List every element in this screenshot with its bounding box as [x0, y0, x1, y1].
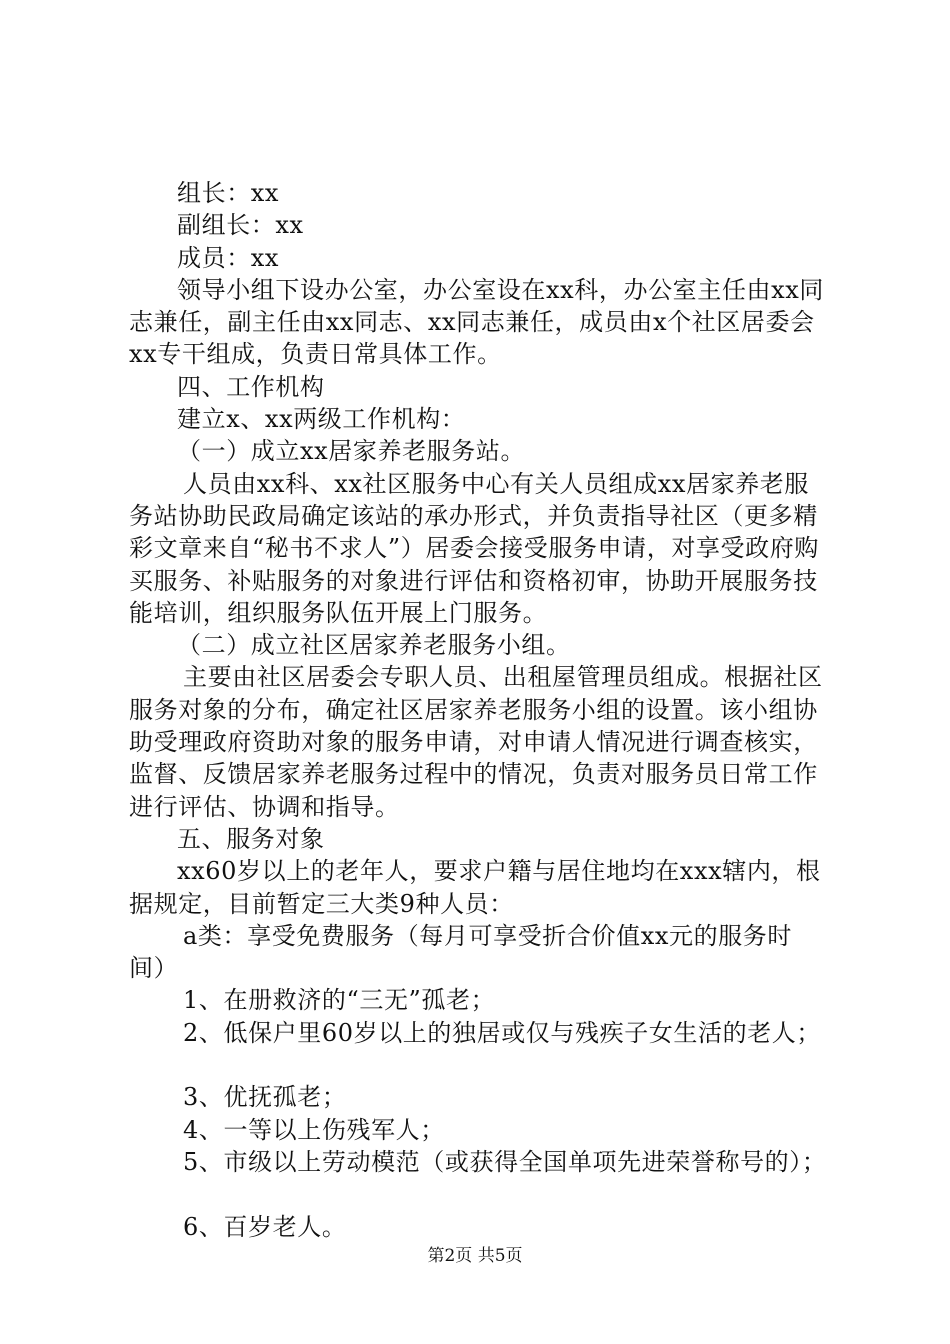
list-item: 1、在册救济的“三无”孤老；: [183, 986, 496, 1015]
list-item: 6、百岁老人。: [183, 1212, 347, 1241]
list-item: 3、优抚孤老；: [183, 1083, 347, 1112]
category-a-paragraph: a类：享受免费服务（每月可享受折合价值xx元的服务时间）: [129, 921, 792, 983]
office-paragraph: 领导小组下设办公室，办公室设在xx科，办公室主任由xx同志兼任，副主任由xx同志、xx同志兼任，成员由x个社区居委会xx专干组成，负责日常具体工作。: [129, 275, 824, 369]
blank-line: [129, 1178, 829, 1210]
deputy-leader-line: 副组长：xx: [177, 211, 304, 240]
subsection-heading-group: （二）成立社区居家养老服务小组。: [177, 631, 571, 660]
list-item: 2、低保户里60岁以上的独居或仅与残疾子女生活的老人；: [183, 1018, 822, 1047]
page-footer: [0, 1245, 950, 1267]
subsection-heading-station: （一）成立xx居家养老服务站。: [177, 437, 526, 466]
station-paragraph: 人员由xx科、xx社区服务中心有关人员组成xx居家养老服务站协助民政局确定该站的承办形式，并负责指导社区（更多精彩文章来自“秘书不求人”）居委会接受服务申请，对享受政府购买服务、补贴服务的对象进行评估和资格初审，协助开展服务技能培训，组织服务队伍开展上门服务。: [129, 469, 819, 627]
section-heading-service-targets: 五、服务对象: [177, 824, 325, 853]
structure-intro: 建立x、xx两级工作机构：: [177, 405, 466, 434]
targets-paragraph: xx60岁以上的老年人，要求户籍与居住地均在xxx辖内，根据规定，目前暂定三大类9种人员：: [129, 857, 821, 918]
leader-line: 组长：xx: [177, 179, 280, 207]
section-heading-work-structure: 四、工作机构: [177, 372, 325, 401]
list-item: 4、一等以上伤残军人；: [183, 1115, 445, 1144]
document-body: [129, 177, 829, 1243]
members-line: 成员：xx: [177, 243, 280, 272]
list-item: 5、市级以上劳动模范（或获得全国单项先进荣誉称号的）；: [183, 1147, 827, 1176]
group-paragraph: 主要由社区居委会专职人员、出租屋管理员组成。根据社区服务对象的分布，确定社区居家养老服务小组的设置。该小组协助受理政府资助对象的服务申请，对申请人情况进行调查核实，监督、反馈居家养老服务过程中的情况，负责对服务员日常工作进行评估、协调和指导。: [129, 663, 823, 821]
blank-line: [129, 1049, 829, 1081]
page-number-label: 第2页 共5页: [427, 1246, 523, 1266]
